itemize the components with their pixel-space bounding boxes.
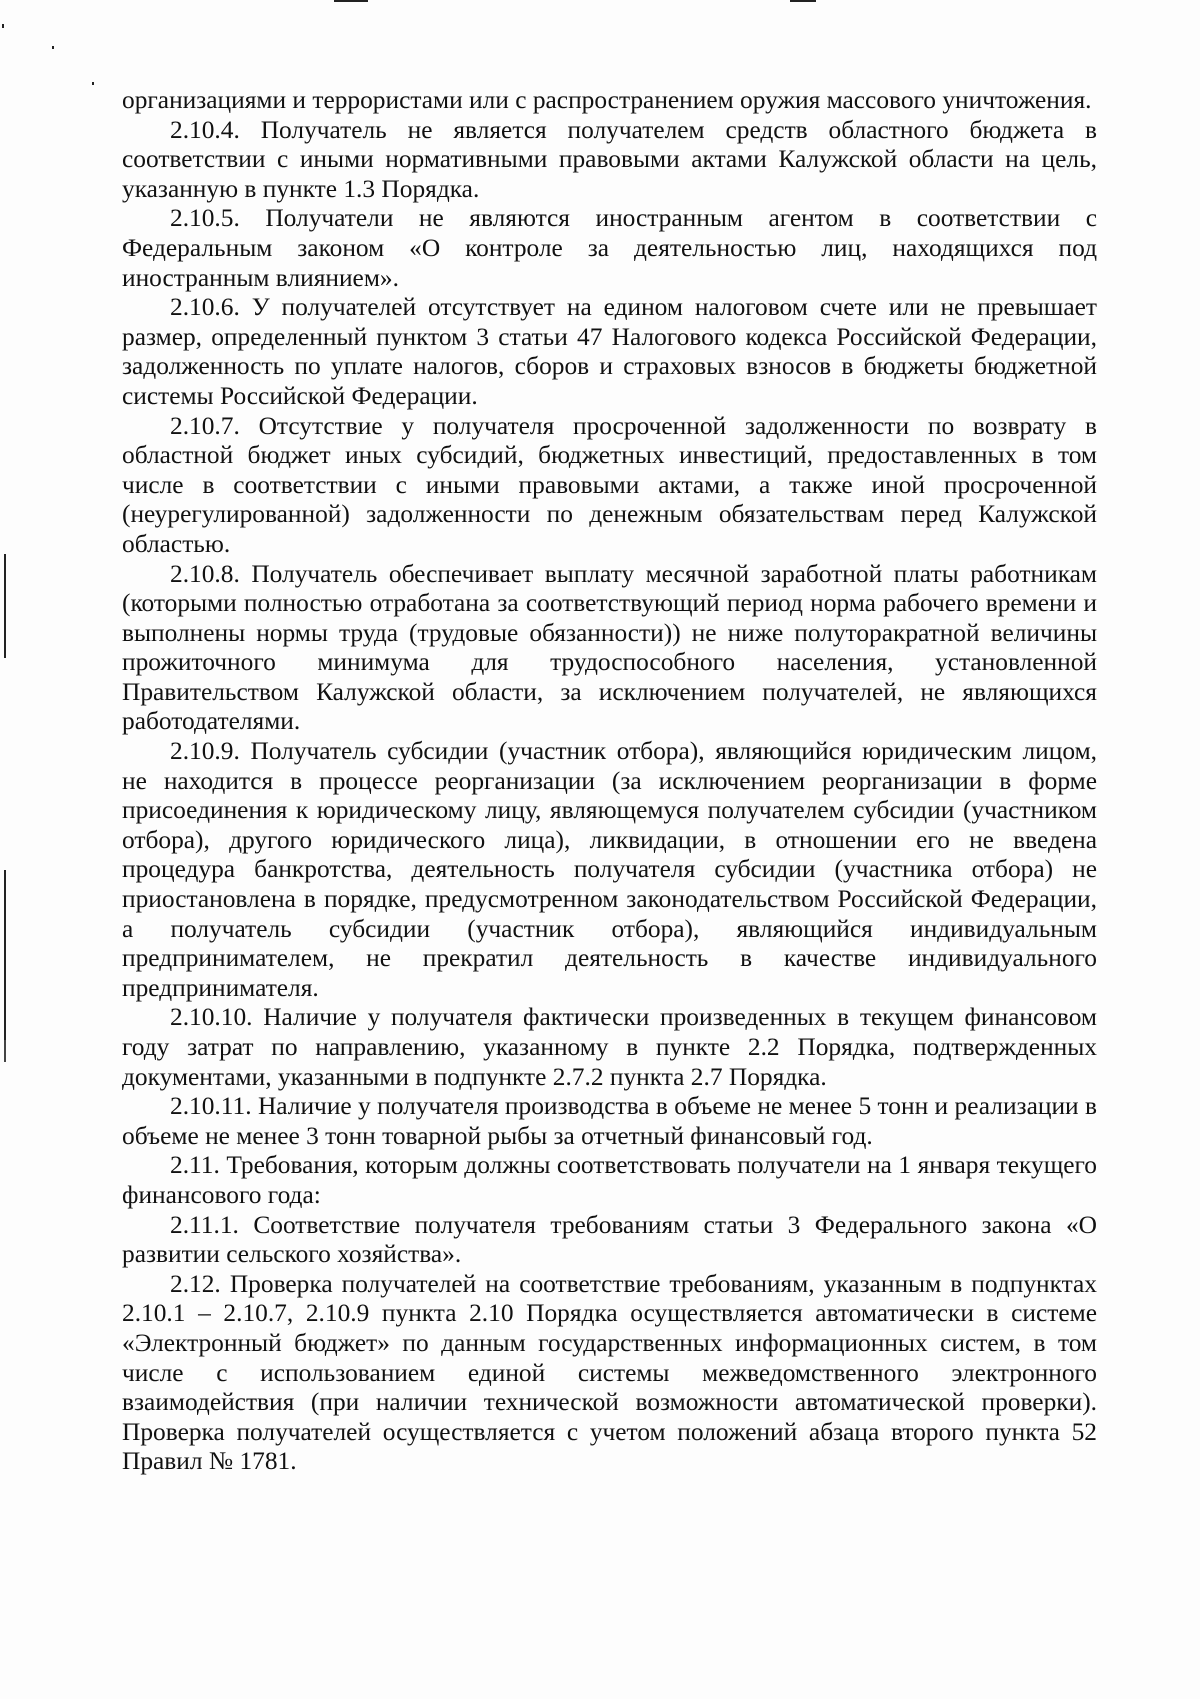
scan-artifact [4, 870, 6, 1056]
paragraph-2-11: 2.11. Требования, которым должны соответствовать получатели на 1 января текущего финансового года: [122, 1151, 1097, 1209]
paragraph-2-10-7: 2.10.7. Отсутствие у получателя просроченной задолженности по возврату в областной бюджет иных субсидий, бюджетных инвестиций, предоставленных в том числе в соответствии с иными правовыми актами, а также иной просроченной (неурегулированной) задолженности по денежным обязательствам перед Калужской областью. [122, 411, 1097, 558]
scan-artifact [334, 0, 368, 2]
scan-artifact [4, 1040, 6, 1062]
scan-artifact [52, 46, 54, 49]
paragraph-2-10-6: 2.10.6. У получателей отсутствует на едином налоговом счете или не превышает размер, определенный пунктом 3 статьи 47 Налогового кодекса Российской Федерации, задолженность по уплате налогов, сборов и страховых взносов в бюджеты бюджетной системы Российской Федерации. [122, 293, 1097, 410]
scan-artifact [790, 0, 816, 2]
paragraph-2-10-10: 2.10.10. Наличие у получателя фактически произведенных в текущем финансовом году затрат по направлению, указанному в пункте 2.2 Порядка, подтвержденных документами, указанными в подпункте 2.7.2 пункта 2.7 Порядка. [122, 1003, 1097, 1091]
document-body [122, 86, 1097, 1477]
paragraph-2-10-9: 2.10.9. Получатель субсидии (участник отбора), являющийся юридическим лицом, не находится в процессе реорганизации (за исключением реорганизации в форме присоединения к юридическому лицу, являющемуся получателем субсидии (участником отбора), другого юридического лица), ликвидации, в отношении его не введена процедура банкротства, деятельность получателя субсидии (участника отбора) не приостановлена в порядке, предусмотренном законодательством Российской Федерации, а получатель субсидии (участник отбора), являющийся индивидуальным предпринимателем, не прекратил деятельность в качестве индивидуального предпринимателя. [122, 737, 1097, 1002]
paragraph-2-10-8: 2.10.8. Получатель обеспечивает выплату месячной заработной платы работникам (которыми полностью отработана за соответствующий период норма рабочего времени и выполнены нормы труда (трудовые обязанности)) не ниже полуторакратной величины прожиточного минимума для трудоспособного населения, установленной Правительством Калужской области, за исключением получателей, не являющихся работодателями. [122, 559, 1097, 736]
paragraph-2-11-1: 2.11.1. Соответствие получателя требованиям статьи 3 Федерального закона «О развитии сельского хозяйства». [122, 1210, 1097, 1269]
paragraph-2-12: 2.12. Проверка получателей на соответствие требованиям, указанным в подпунктах 2.10.1 – 2.10.7, 2.10.9 пункта 2.10 Порядка осуществляется автоматически в системе «Электронный бюджет» по данным государственных информационных систем, в том числе с использованием единой системы межведомственного электронного взаимодействия (при наличии технической возможности автоматической проверки). Проверка получателей осуществляется с учетом положений абзаца второго пункта 52 Правил № 1781. [122, 1269, 1097, 1476]
paragraph-2-10-11: 2.10.11. Наличие у получателя производства в объеме не менее 5 тонн и реализации в объеме не менее 3 тонн товарной рыбы за отчетный финансовый год. [122, 1092, 1097, 1150]
scan-artifact [2, 24, 4, 28]
scan-artifact [92, 82, 94, 85]
scan-artifact [4, 554, 6, 658]
paragraph-2-10-4: 2.10.4. Получатель не является получателем средств областного бюджета в соответствии с иными нормативными правовыми актами Калужской области на цель, указанную в пункте 1.3 Порядка. [122, 115, 1097, 203]
paragraph-2-10-5: 2.10.5. Получатели не являются иностранным агентом в соответствии с Федеральным законом «О контроле за деятельностью лиц, находящихся под иностранным влиянием». [122, 204, 1097, 292]
paragraph-continuation: организациями и террористами или с распространением оружия массового уничтожения. [122, 86, 1092, 114]
